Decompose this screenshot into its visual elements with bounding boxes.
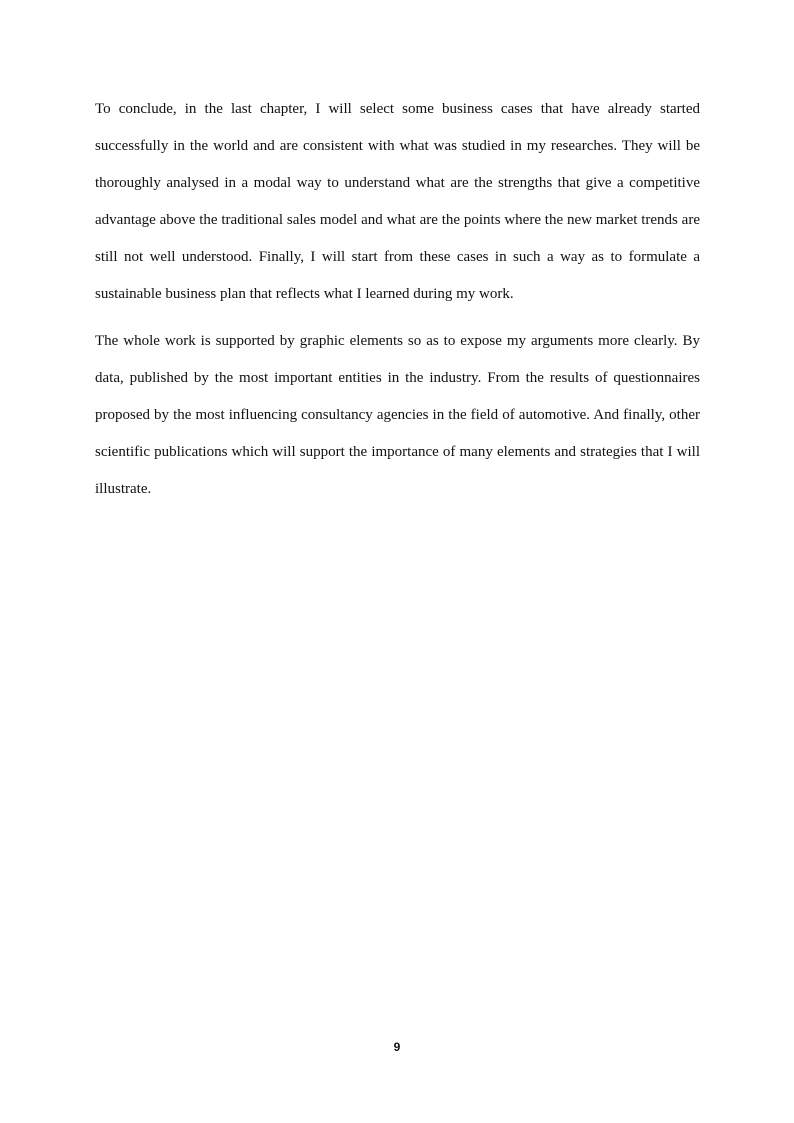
body-text [95, 91, 700, 508]
paragraph-conclusion: To conclude, in the last chapter, I will select some business cases that have already started successfully in the world and are consistent with what was studied in my researches. They will be thoroughly analysed in a modal way to understand what are the strengths that give a competitive advantage above the traditional sales model and what are the points where the new market trends are still not well understood. Finally, I will start from these cases in such a way as to formulate a sustainable business plan that reflects what I learned during my work. [95, 101, 700, 302]
paragraph-supporting-elements: The whole work is supported by graphic elements so as to expose my arguments more clearly. By data, published by the most important entities in the industry. From the results of questionnaires proposed by the most influencing consultancy agencies in the field of automotive. And finally, other scientific publications which will support the importance of many elements and strategies that I will illustrate. [95, 333, 700, 497]
page-number: 9 [393, 1040, 401, 1054]
